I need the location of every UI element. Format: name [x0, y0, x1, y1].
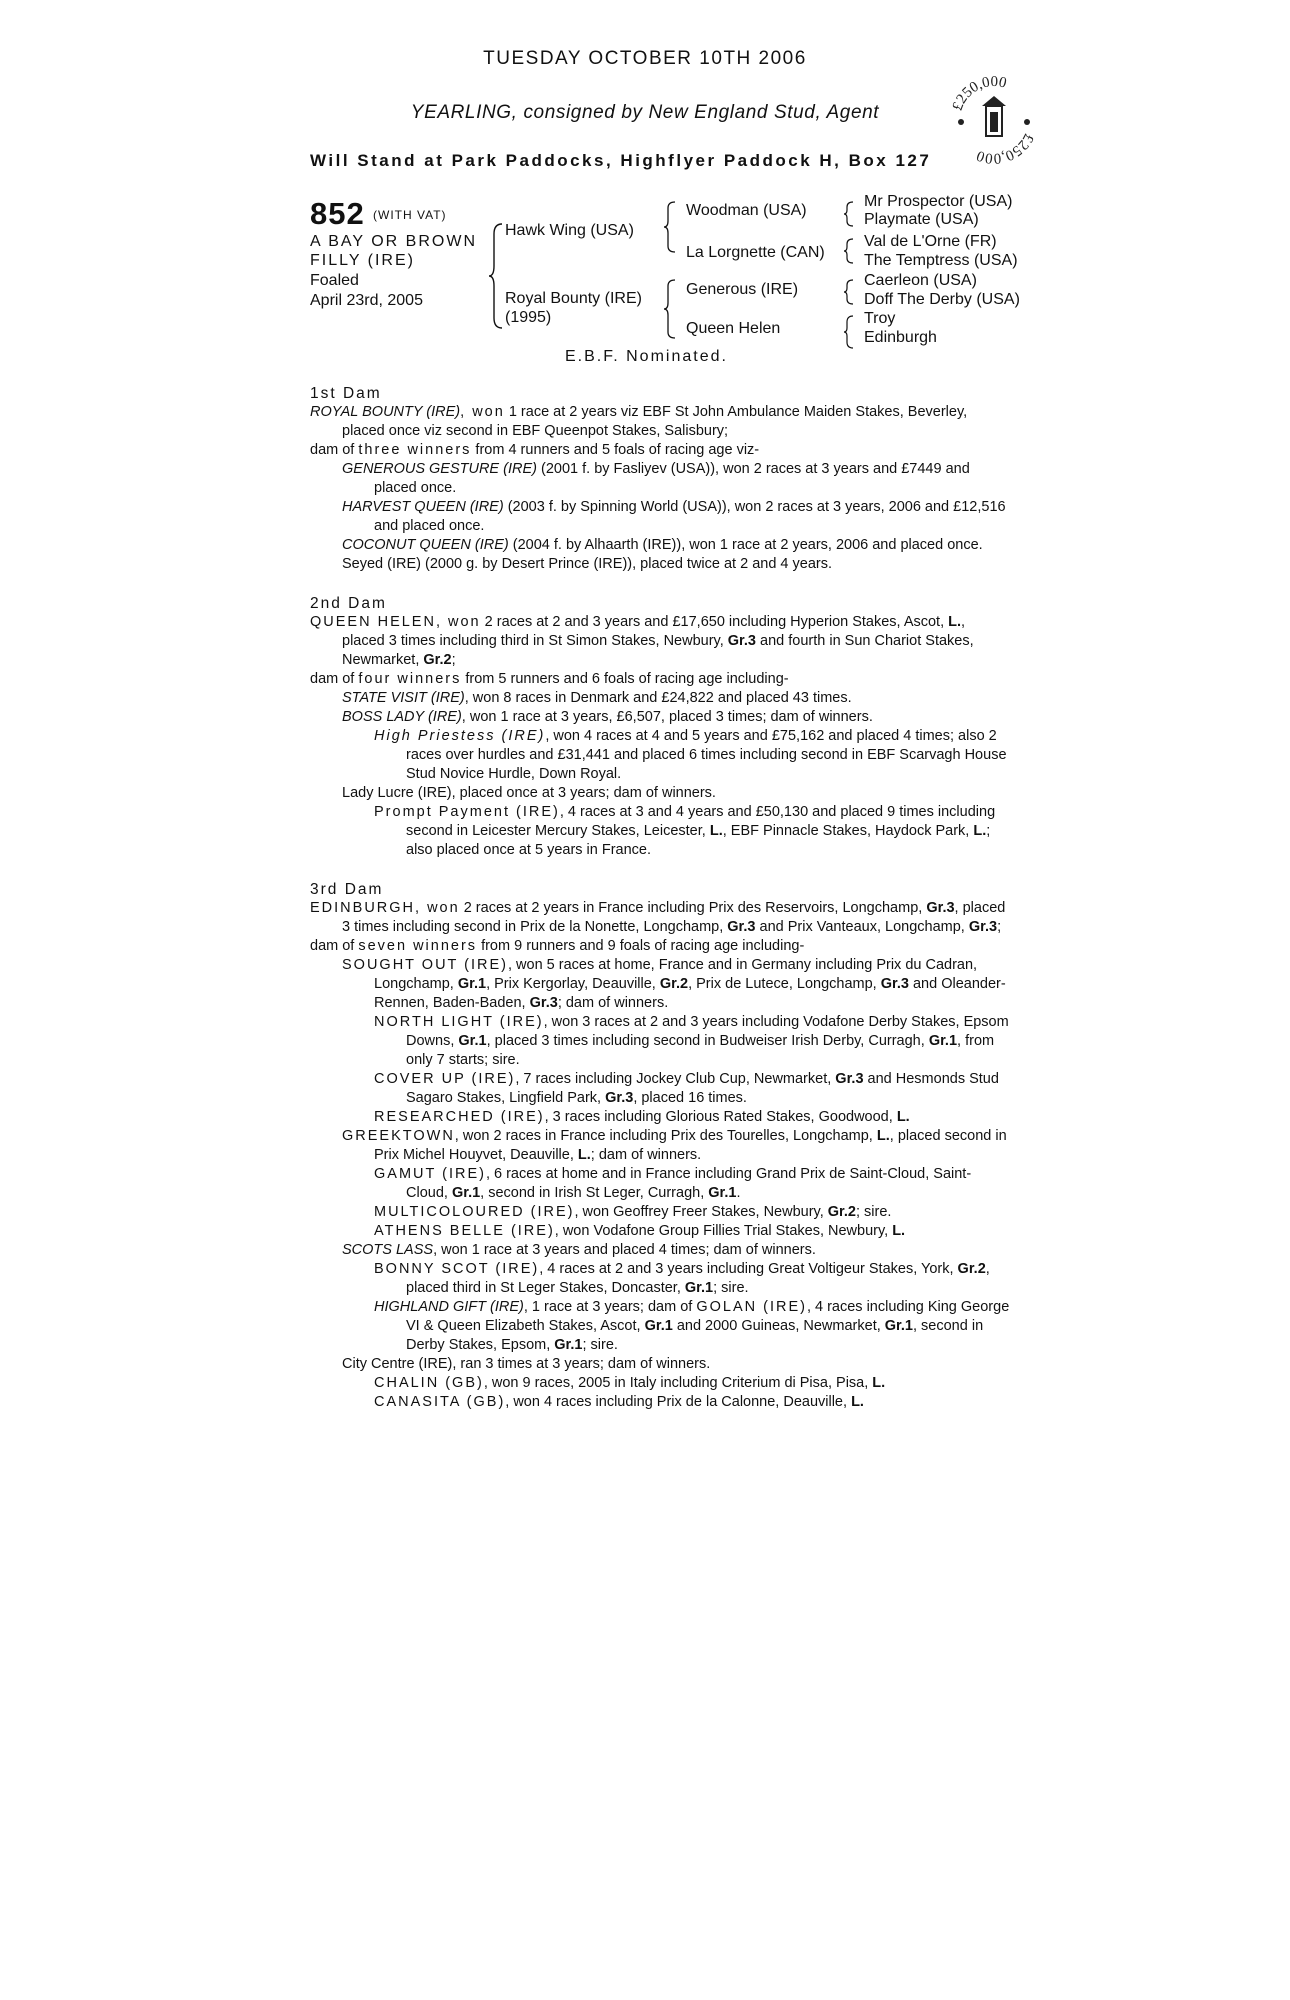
- produce-entry: SOUGHT OUT (IRE), won 5 races at home, France and in Germany including Prix du Cadran, Longchamp, Gr.1, Prix Kergorlay, Deauville, Gr.2, Prix de Lutece, Longchamp, Gr.3 and Oleander-Rennen, Baden-Baden, Gr.3; dam of winners.: [342, 957, 1006, 1011]
- second-dam-heading: 2nd Dam: [310, 595, 387, 612]
- dam-entry: ROYAL BOUNTY (IRE), won 1 race at 2 years viz EBF St John Ambulance Maiden Stakes, Beverley, placed once viz second in EBF Queenpot Stakes, Salisbury;: [310, 404, 968, 439]
- produce-entry: NORTH LIGHT (IRE), won 3 races at 2 and 3 years including Vodafone Derby Stakes, Epsom Downs, Gr.1, placed 3 times including second in Budweiser Irish Derby, Curragh, Gr.1, from only 7 starts; sire.: [374, 1014, 1009, 1068]
- produce-notes: [310, 384, 1010, 1412]
- dam-sire: Generous (IRE): [686, 281, 799, 298]
- pedigree-brace: [843, 314, 855, 350]
- dam-dam-dam: Edinburgh: [864, 329, 937, 346]
- produce-entry: Lady Lucre (IRE), placed once at 3 years; dam of winners.: [342, 785, 716, 801]
- dam-year: (1995): [505, 309, 552, 326]
- sale-date: TUESDAY OCTOBER 10TH 2006: [483, 48, 807, 69]
- produce-entry: HARVEST QUEEN (IRE) (2003 f. by Spinning World (USA)), won 2 races at 3 years, 2006 and £12,516 and placed once.: [342, 499, 1006, 534]
- dam-dam-sire: Troy: [864, 310, 896, 327]
- first-dam-heading: 1st Dam: [310, 385, 382, 402]
- produce-entry: RESEARCHED (IRE), 3 races including Glorious Rated Stakes, Goodwood, L.: [374, 1109, 910, 1125]
- lot-number: 852: [310, 196, 365, 231]
- produce-entry: COCONUT QUEEN (IRE) (2004 f. by Alhaarth (IRE)), won 1 race at 2 years, 2006 and placed once.: [342, 537, 983, 553]
- dam-produce-summary: dam of three winners from 4 runners and 5 foals of racing age viz-: [310, 442, 760, 458]
- produce-entry: HIGHLAND GIFT (IRE), 1 race at 3 years; dam of GOLAN (IRE), 4 races including King George VI & Queen Elizabeth Stakes, Ascot, Gr.1 and 2000 Guineas, Newmarket, Gr.1, second in Derby Stakes, Epsom, Gr.1; sire.: [374, 1299, 1010, 1353]
- pedigree-brace: [843, 200, 855, 228]
- dam-sire-dam: Doff The Derby (USA): [864, 291, 1020, 308]
- pedigree-brace: [843, 278, 855, 306]
- consignor-line: YEARLING, consigned by New England Stud, Agent: [410, 102, 880, 123]
- produce-entry: City Centre (IRE), ran 3 times at 3 years; dam of winners.: [342, 1356, 711, 1372]
- sire: Hawk Wing (USA): [505, 222, 634, 239]
- pedigree-brace: [488, 222, 504, 330]
- dam-produce-summary: dam of four winners from 5 runners and 6 foals of racing age including-: [310, 671, 789, 687]
- produce-entry: Prompt Payment (IRE), 4 races at 3 and 4 years and £50,130 and placed 9 times including second in Leicester Mercury Stakes, Leicester, L., EBF Pinnacle Stakes, Haydock Park, L.; also placed once at 5 years in France.: [374, 804, 996, 858]
- dam-entry: QUEEN HELEN, won 2 races at 2 and 3 years and £17,650 including Hyperion Stakes, Ascot, L., placed 3 times including third in St Simon Stakes, Newbury, Gr.3 and fourth in Sun Chariot Stakes, Newmarket, Gr.2;: [310, 614, 974, 668]
- seal-outer-text: £250,000: [950, 73, 1008, 113]
- foaled-date: April 23rd, 2005: [310, 292, 423, 309]
- produce-entry: GREEKTOWN, won 2 races in France including Prix des Tourelles, Longchamp, L., placed second in Prix Michel Houyvet, Deauville, L.; dam of winners.: [342, 1128, 1007, 1163]
- vat-note: (WITH VAT): [373, 208, 447, 222]
- ebf-nominated: E.B.F. Nominated.: [565, 348, 728, 365]
- pedigree-brace: [663, 200, 677, 254]
- pedigree-brace: [663, 278, 677, 340]
- produce-entry: COVER UP (IRE), 7 races including Jockey Club Cup, Newmarket, Gr.3 and Hesmonds Stud Sagaro Stakes, Lingfield Park, Gr.3, placed 16 times.: [374, 1071, 999, 1106]
- pedigree-brace: [843, 237, 855, 265]
- produce-entry: BONNY SCOT (IRE), 4 races at 2 and 3 years including Great Voltigeur Stakes, York, Gr.2, placed third in St Leger Stakes, Doncaster, Gr.1; sire.: [374, 1261, 990, 1296]
- sire-dam-dam: The Temptress (USA): [864, 252, 1018, 269]
- seal-inner-text: £250,000: [974, 130, 1037, 164]
- produce-entry: ATHENS BELLE (IRE), won Vodafone Group Fillies Trial Stakes, Newbury, L.: [374, 1223, 906, 1239]
- produce-entry: GENEROUS GESTURE (IRE) (2001 f. by Fasliyev (USA)), won 2 races at 3 years and £7449 and placed once.: [342, 461, 970, 496]
- produce-entry: High Priestess (IRE), won 4 races at 4 and 5 years and £75,162 and placed 4 times; also 2 races over hurdles and £31,441 and placed 6 times including second in EBF Scarvagh House Stud Novice Hurdle, Down Royal.: [374, 728, 1007, 782]
- price-seal-icon: [950, 68, 1038, 164]
- produce-entry: CANASITA (GB), won 4 races including Prix de la Calonne, Deauville, L.: [374, 1394, 864, 1410]
- dam-dam: Queen Helen: [686, 320, 781, 337]
- sire-dam: La Lorgnette (CAN): [686, 244, 825, 261]
- dam: Royal Bounty (IRE): [505, 290, 642, 307]
- stand-location: Will Stand at Park Paddocks, Highflyer Paddock H, Box 127: [310, 151, 932, 170]
- produce-entry: STATE VISIT (IRE), won 8 races in Denmark and £24,822 and placed 43 times.: [342, 690, 852, 706]
- sire-sire-sire: Mr Prospector (USA): [864, 193, 1013, 210]
- dam-sire-sire: Caerleon (USA): [864, 272, 977, 289]
- sire-sire: Woodman (USA): [686, 202, 807, 219]
- produce-entry: Seyed (IRE) (2000 g. by Desert Prince (IRE)), placed twice at 2 and 4 years.: [342, 556, 832, 572]
- third-dam-heading: 3rd Dam: [310, 881, 384, 898]
- produce-entry: BOSS LADY (IRE), won 1 race at 3 years, £6,507, placed 3 times; dam of winners.: [342, 709, 873, 725]
- sire-dam-sire: Val de L'Orne (FR): [864, 233, 997, 250]
- sire-sire-dam: Playmate (USA): [864, 211, 979, 228]
- dam-produce-summary: dam of seven winners from 9 runners and 9 foals of racing age including-: [310, 938, 805, 954]
- produce-entry: CHALIN (GB), won 9 races, 2005 in Italy including Criterium di Pisa, Pisa, L.: [374, 1375, 886, 1391]
- dam-entry: EDINBURGH, won 2 races at 2 years in France including Prix des Reservoirs, Longchamp, Gr.3, placed 3 times including second in Prix de la Nonette, Longchamp, Gr.3 and Prix Vanteaux, Longchamp, Gr.3;: [310, 900, 1006, 935]
- produce-entry: MULTICOLOURED (IRE), won Geoffrey Freer Stakes, Newbury, Gr.2; sire.: [374, 1204, 892, 1220]
- lot-description-line2: FILLY (IRE): [310, 252, 415, 269]
- produce-entry: SCOTS LASS, won 1 race at 3 years and placed 4 times; dam of winners.: [342, 1242, 816, 1258]
- lot-description-line1: A BAY OR BROWN: [310, 233, 477, 250]
- foaled-label: Foaled: [310, 272, 359, 289]
- produce-entry: GAMUT (IRE), 6 races at home and in France including Grand Prix de Saint-Cloud, Saint-Cloud, Gr.1, second in Irish St Leger, Curragh, Gr.1.: [374, 1166, 972, 1201]
